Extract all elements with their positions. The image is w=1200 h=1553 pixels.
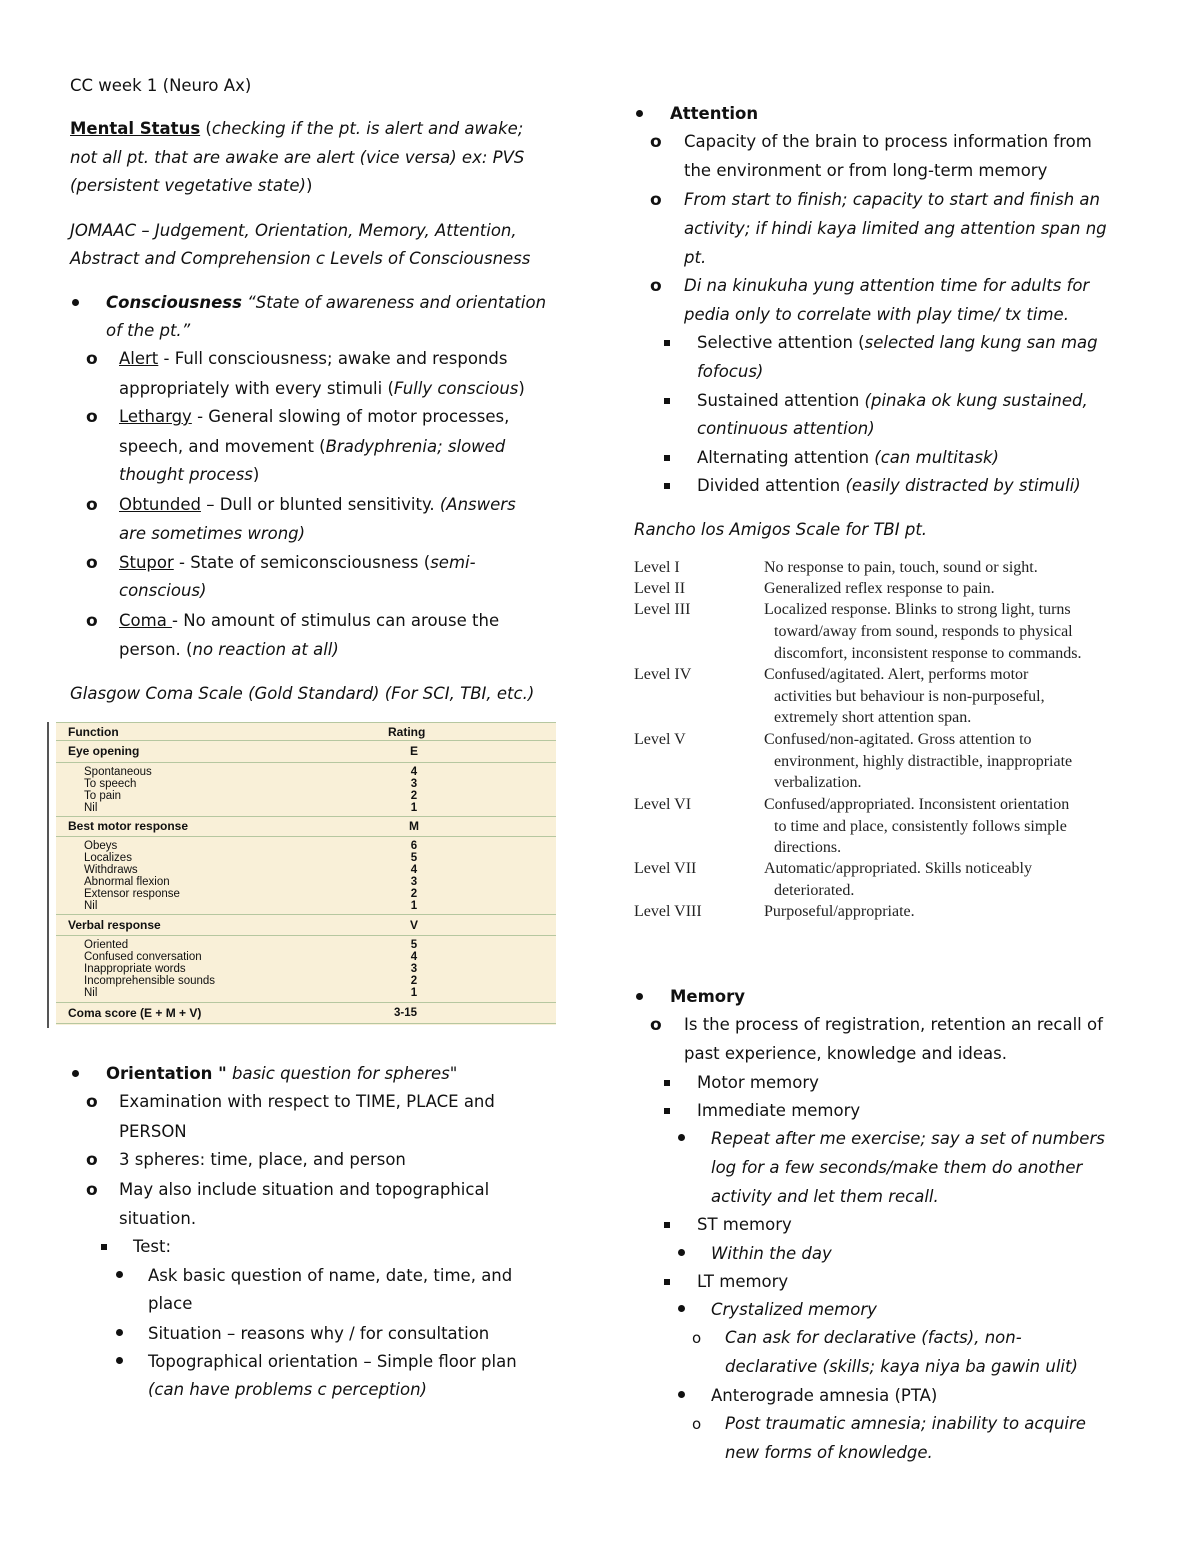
- bullet-icon: [678, 1249, 685, 1256]
- memory-heading: Memory: [670, 987, 746, 1006]
- bullet-icon: [636, 110, 643, 117]
- mental-status-line1: Mental Status (checking if the pt. is alert and awake;: [70, 119, 524, 138]
- doc-title: CC week 1 (Neuro Ax): [70, 76, 252, 95]
- o-bullet-icon: o: [86, 553, 98, 573]
- attention-item: From start to finish; capacity to start and finish an: [684, 190, 1100, 209]
- square-bullet-icon: [664, 398, 670, 404]
- memory-def: past experience, knowledge and ideas.: [684, 1044, 1007, 1063]
- memory-lt: LT memory: [697, 1272, 789, 1291]
- bullet-icon: [72, 299, 79, 306]
- jomaac-line1: JOMAAC – Judgement, Orientation, Memory, Attention,: [70, 221, 517, 240]
- gcs-row-value: 5: [410, 852, 418, 864]
- attention-item: activity; if hindi kaya limited ang attention span ng: [684, 219, 1107, 238]
- rancho-desc: to time and place, consistently follows simple: [774, 818, 1067, 835]
- rancho-desc: Generalized reflex response to pain.: [764, 580, 995, 597]
- attention-item: the environment or from long-term memory: [684, 161, 1048, 180]
- o-bullet-icon: o: [86, 495, 98, 515]
- attention-type-cont: continuous attention): [697, 419, 875, 438]
- bullet-icon: [678, 1305, 685, 1312]
- rancho-desc: Confused/non-agitated. Gross attention to: [764, 731, 1032, 748]
- attention-heading: Attention: [670, 104, 759, 123]
- o-bullet-icon: o: [86, 1150, 98, 1170]
- gcs-row-label: Localizes: [84, 852, 132, 864]
- gcs-row-label: Incomprehensible sounds: [84, 975, 216, 987]
- attention-item: pedia only to correlate with play time/ tx time.: [684, 305, 1069, 324]
- rancho-level: Level III: [634, 601, 691, 618]
- stupor-line2: conscious): [119, 581, 207, 600]
- alert-line1: Alert - Full consciousness; awake and responds: [119, 349, 508, 368]
- bullet-icon: [116, 1357, 123, 1364]
- table-left-rule: [47, 722, 49, 1028]
- memory-lt-sub: Crystalized memory: [711, 1300, 877, 1319]
- orientation-test-item: (can have problems c perception): [148, 1380, 427, 1399]
- jomaac-line2: Abstract and Comprehension c Levels of Consciousness: [70, 249, 531, 268]
- rancho-desc: verbalization.: [774, 774, 862, 791]
- gcs-row-value: 4: [410, 864, 418, 876]
- o-bullet-icon: o: [86, 407, 98, 427]
- gcs-row-label: To pain: [84, 790, 122, 802]
- memory-lt-sub2: declarative (skills; kaya niya ba gawin ulit): [725, 1357, 1078, 1376]
- gcs-title: Glasgow Coma Scale (Gold Standard) (For SCI, TBI, etc.): [70, 684, 535, 703]
- orientation-item: Examination with respect to TIME, PLACE and: [119, 1092, 495, 1111]
- gcs-table: [56, 722, 556, 1025]
- gcs-row-value: 3: [410, 876, 418, 888]
- o-bullet-icon: o: [692, 1329, 702, 1347]
- memory-immediate-sub: log for a few seconds/make them do another: [711, 1158, 1083, 1177]
- gcs-row-value: 1: [410, 900, 418, 912]
- gcs-row-value: 4: [410, 951, 418, 963]
- orientation-test-item: Situation – reasons why / for consultation: [148, 1324, 490, 1343]
- memory-antero: Anterograde amnesia (PTA): [711, 1386, 938, 1405]
- gcs-row-label: Abnormal flexion: [84, 876, 170, 888]
- attention-type: Divided attention (easily distracted by stimuli): [697, 476, 1081, 495]
- rancho-desc: Localized response. Blinks to strong light, turns: [764, 601, 1071, 618]
- square-bullet-icon: [664, 483, 670, 489]
- mental-status-line2: not all pt. that are awake are alert (vice versa) ex: PVS: [70, 148, 525, 167]
- o-bullet-icon: o: [650, 1015, 662, 1035]
- square-bullet-icon: [664, 340, 670, 346]
- gcs-row-value: 4: [410, 766, 418, 778]
- bullet-icon: [636, 993, 643, 1000]
- o-bullet-icon: o: [650, 276, 662, 296]
- coma-line2: person. (no reaction at all): [119, 640, 339, 659]
- lethargy-line1: Lethargy - General slowing of motor processes,: [119, 407, 510, 426]
- orientation-test-item: Ask basic question of name, date, time, and: [148, 1266, 513, 1285]
- o-bullet-icon: o: [86, 611, 98, 631]
- gcs-row-value: 5: [410, 939, 418, 951]
- attention-item: pt.: [684, 248, 707, 267]
- rancho-level: Level I: [634, 559, 680, 576]
- o-bullet-icon: o: [692, 1415, 702, 1433]
- o-bullet-icon: o: [650, 190, 662, 210]
- memory-st-sub: Within the day: [711, 1244, 832, 1263]
- rancho-desc: Automatic/appropriated. Skills noticeably: [764, 860, 1032, 877]
- rancho-desc: Confused/agitated. Alert, performs motor: [764, 666, 1029, 683]
- orientation-heading: Orientation " basic question for spheres": [106, 1064, 458, 1083]
- rancho-desc: deteriorated.: [774, 882, 855, 899]
- gcs-row-label: Nil: [84, 802, 98, 814]
- gcs-row-value: 2: [410, 888, 418, 900]
- rancho-desc: Purposeful/appropriate.: [764, 903, 915, 920]
- o-bullet-icon: o: [86, 1092, 98, 1112]
- gcs-row-label: Spontaneous: [84, 766, 152, 778]
- orientation-item: PERSON: [119, 1122, 187, 1141]
- memory-st: ST memory: [697, 1215, 792, 1234]
- consciousness-heading: Consciousness “State of awareness and orientation: [106, 293, 547, 312]
- gcs-group-verbal: Verbal response: [68, 918, 161, 932]
- stupor-line1: Stupor - State of semiconsciousness (semi-: [119, 553, 476, 572]
- bullet-icon: [116, 1329, 123, 1336]
- gcs-group-code: M: [409, 819, 419, 833]
- memory-immediate-sub: Repeat after me exercise; say a set of numbers: [711, 1129, 1105, 1148]
- o-bullet-icon: o: [650, 132, 662, 152]
- gcs-row-label: Extensor response: [84, 888, 180, 900]
- bullet-icon: [678, 1391, 685, 1398]
- gcs-group-motor: Best motor response: [68, 819, 189, 833]
- gcs-row-label: Confused conversation: [84, 951, 202, 963]
- gcs-row-value: 1: [410, 987, 418, 999]
- memory-immediate: Immediate memory: [697, 1101, 861, 1120]
- gcs-row-label: Obeys: [84, 840, 118, 852]
- rancho-desc: discomfort, inconsistent response to commands.: [774, 645, 1082, 662]
- orientation-test-item: place: [148, 1294, 193, 1313]
- gcs-row-label: Nil: [84, 987, 98, 999]
- rancho-level: Level IV: [634, 666, 692, 683]
- o-bullet-icon: o: [86, 1180, 98, 1200]
- gcs-col-rating: Rating: [388, 725, 426, 739]
- gcs-row-label: To speech: [84, 778, 137, 790]
- memory-antero-sub: Post traumatic amnesia; inability to acquire: [725, 1414, 1086, 1433]
- memory-motor: Motor memory: [697, 1073, 819, 1092]
- orientation-test-label: Test:: [133, 1237, 172, 1256]
- gcs-row-value: 2: [410, 790, 418, 802]
- rancho-desc: No response to pain, touch, sound or sight.: [764, 559, 1038, 576]
- memory-antero-sub: new forms of knowledge.: [725, 1443, 933, 1462]
- rancho-level: Level VI: [634, 796, 692, 813]
- rancho-level: Level VIII: [634, 903, 702, 920]
- mental-status-line3: (persistent vegetative state)): [70, 176, 313, 195]
- gcs-total-value: 3-15: [394, 1007, 418, 1019]
- attention-type: Alternating attention (can multitask): [697, 448, 999, 467]
- consciousness-def-line2: of the pt.”: [106, 321, 191, 340]
- obtunded-line2: are sometimes wrong): [119, 524, 306, 543]
- gcs-row-label: Oriented: [84, 939, 129, 951]
- bullet-icon: [678, 1134, 685, 1141]
- obtunded-line1: Obtunded – Dull or blunted sensitivity. (Answers: [119, 495, 516, 514]
- orientation-item: May also include situation and topographical: [119, 1180, 490, 1199]
- memory-def: Is the process of registration, retention an recall of: [684, 1015, 1103, 1034]
- gcs-group-eye: Eye opening: [68, 744, 140, 758]
- o-bullet-icon: o: [86, 349, 98, 369]
- gcs-row-value: 3: [410, 963, 418, 975]
- bullet-icon: [116, 1271, 123, 1278]
- gcs-row-value: 2: [410, 975, 418, 987]
- square-bullet-icon: [664, 1108, 670, 1114]
- attention-type: Selective attention (selected lang kung san mag: [697, 333, 1098, 352]
- square-bullet-icon: [664, 1279, 670, 1285]
- memory-immediate-sub: activity and let them recall.: [711, 1187, 939, 1206]
- gcs-row-label: Inappropriate words: [84, 963, 186, 975]
- attention-item: Di na kinukuha yung attention time for adults for: [684, 276, 1090, 295]
- orientation-item: 3 spheres: time, place, and person: [119, 1150, 406, 1169]
- square-bullet-icon: [664, 455, 670, 461]
- bullet-icon: [72, 1070, 79, 1077]
- mental-status-heading: Mental Status: [70, 119, 201, 138]
- gcs-row-label: Withdraws: [84, 864, 138, 876]
- square-bullet-icon: [664, 1080, 670, 1086]
- orientation-item: situation.: [119, 1209, 197, 1228]
- rancho-desc: toward/away from sound, responds to physical: [774, 623, 1073, 640]
- gcs-row-value: 6: [410, 840, 418, 852]
- square-bullet-icon: [101, 1244, 107, 1250]
- rancho-desc: directions.: [774, 839, 842, 856]
- attention-type-cont: fofocus): [697, 362, 764, 381]
- lethargy-line3: thought process): [119, 465, 260, 484]
- rancho-desc: Confused/appropriated. Inconsistent orientation: [764, 796, 1070, 813]
- rancho-desc: environment, highly distractible, inappropriate: [774, 753, 1073, 770]
- gcs-total-label: Coma score (E + M + V): [68, 1006, 202, 1020]
- rancho-level: Level V: [634, 731, 686, 748]
- gcs-row-label: Nil: [84, 900, 98, 912]
- gcs-row-value: 1: [410, 802, 418, 814]
- rancho-level: Level VII: [634, 860, 697, 877]
- orientation-test-item: Topographical orientation – Simple floor plan: [148, 1352, 517, 1371]
- lethargy-line2: speech, and movement (Bradyphrenia; slowed: [119, 437, 506, 456]
- gcs-group-code: V: [409, 918, 418, 932]
- gcs-row-value: 3: [410, 778, 418, 790]
- gcs-col-function: Function: [68, 725, 119, 739]
- memory-lt-sub2: Can ask for declarative (facts), non-: [725, 1328, 1022, 1347]
- rancho-desc: activities but behaviour is non-purposeful,: [774, 688, 1045, 705]
- gcs-group-code: E: [409, 744, 418, 758]
- rancho-title: Rancho los Amigos Scale for TBI pt.: [634, 520, 928, 539]
- alert-line2: appropriately with every stimuli (Fully conscious): [119, 379, 525, 398]
- square-bullet-icon: [664, 1222, 670, 1228]
- attention-item: Capacity of the brain to process information from: [684, 132, 1092, 151]
- rancho-desc: extremely short attention span.: [774, 709, 972, 726]
- attention-type: Sustained attention (pinaka ok kung sustained,: [697, 391, 1088, 410]
- rancho-level: Level II: [634, 580, 686, 597]
- coma-line1: Coma - No amount of stimulus can arouse the: [119, 611, 500, 630]
